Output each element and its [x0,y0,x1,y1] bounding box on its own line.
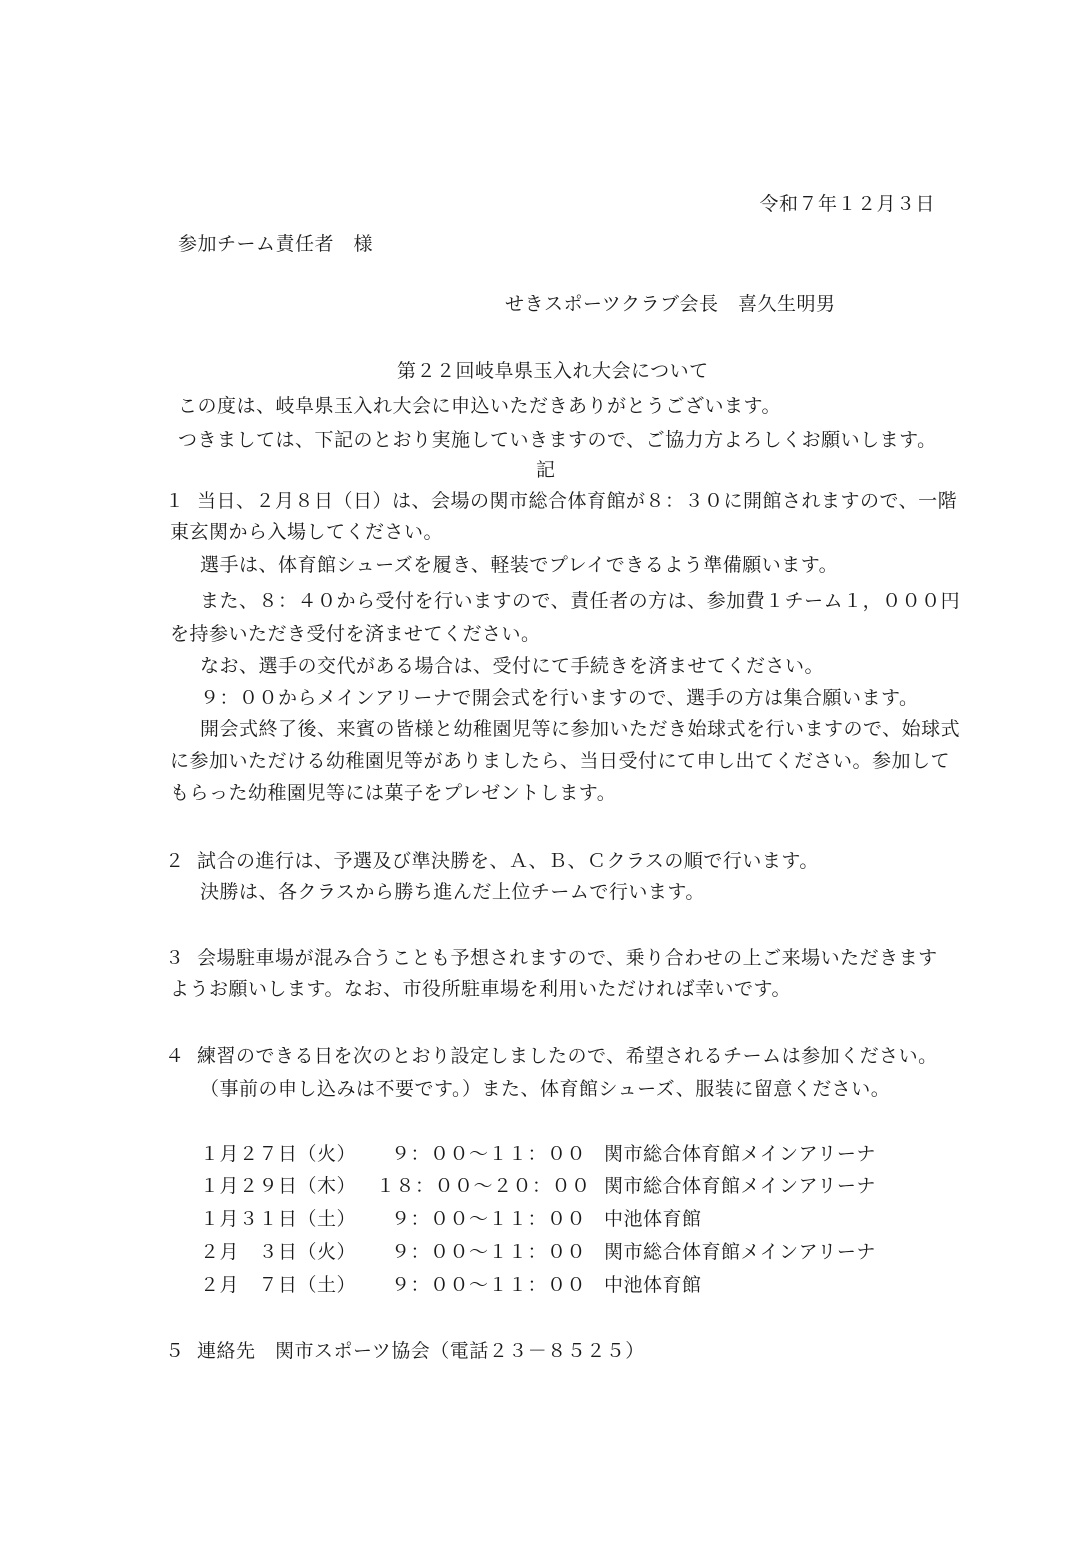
schedule-date: ２月 ７日（土） [200,1274,357,1296]
section-4-line-2: （事前の申し込みは不要です。）また、体育館シューズ、服装に留意ください。 [200,1078,891,1100]
section-3-line-1 [165,943,938,970]
section-5-number: ５ [165,1340,185,1362]
section-2-text-1: 試合の進行は、予選及び準決勝を、Ａ、Ｂ、Ｃクラスの順で行います。 [197,850,819,872]
section-2-line-2: 決勝は、各クラスから勝ち進んだ上位チームで行います。 [200,881,705,903]
schedule-time: ９：００～１１：００ [390,1241,586,1263]
section-1-line-5: を持参いただき受付を済ませてください。 [170,623,541,645]
section-1-line-9: に参加いただける幼稚園児等がありましたら、当日受付にて申し出てください。参加して [170,750,951,772]
sender: せきスポーツクラブ会長 喜久生明男 [505,293,836,315]
section-4-number: ４ [165,1045,185,1067]
section-2-line-1 [165,846,819,873]
section-1-line-1 [165,486,957,513]
schedule-place: 中池体育館 [604,1274,702,1296]
recipient: 参加チーム責任者 様 [178,233,374,255]
section-3-number: ３ [165,947,185,969]
contact-info: 連絡先 関市スポーツ協会（電話２３－８５２５） [197,1340,645,1362]
schedule-place: 関市総合体育館メインアリーナ [604,1175,876,1197]
intro-line-2: つきましては、下記のとおり実施していきますので、ご協力方よろしくお願いします。 [178,429,937,451]
schedule-place: 中池体育館 [604,1208,702,1230]
section-4-line-1 [165,1041,938,1068]
schedule-place: 関市総合体育館メインアリーナ [604,1143,876,1165]
intro-line-1: この度は、岐阜県玉入れ大会に申込いただきありがとうございます。 [178,395,781,417]
document-title: 第２２回岐阜県玉入れ大会について [397,360,709,382]
section-1-line-2: 東玄関から入場してください。 [170,521,444,543]
schedule-date: ２月 ３日（火） [200,1241,357,1263]
schedule-date: １月３１日（土） [200,1208,357,1230]
schedule-time: ９：００～１１：００ [390,1143,586,1165]
document-date: 令和７年１２月３日 [759,193,935,215]
section-1-number: １ [165,490,185,512]
section-1-text-1: 当日、２月８日（日）は、会場の関市総合体育館が８：３０に開館されますので、一階 [197,490,958,512]
section-1-line-10: もらった幼稚園児等には菓子をプレゼントします。 [170,782,617,804]
schedule-time: ９：００～１１：００ [390,1208,586,1230]
schedule-date: １月２９日（木） [200,1175,357,1197]
section-1-line-3: 選手は、体育館シューズを履き、軽装でプレイできるよう準備願います。 [200,554,839,576]
section-3-line-2: ようお願いします。なお、市役所駐車場を利用いただければ幸いです。 [170,978,791,1000]
section-4-text-1: 練習のできる日を次のとおり設定しましたので、希望されるチームは参加ください。 [197,1045,938,1067]
section-3-text-1: 会場駐車場が混み合うことも予想されますので、乗り合わせの上ご来場いただきます [197,947,938,969]
schedule-time: １８：００～２０：００ [376,1175,591,1197]
section-1-line-6: なお、選手の交代がある場合は、受付にて手続きを済ませてください。 [200,655,825,677]
schedule-place: 関市総合体育館メインアリーナ [604,1241,876,1263]
schedule-date: １月２７日（火） [200,1143,357,1165]
section-1-line-8: 開会式終了後、来賓の皆様と幼稚園児等に参加いただき始球式を行いますので、始球式 [200,718,961,740]
section-1-line-7: ９：００からメインアリーナで開会式を行いますので、選手の方は集合願います。 [200,687,919,709]
ki-heading: 記 [536,459,556,481]
section-5-line-1 [165,1336,645,1363]
section-2-number: ２ [165,850,185,872]
schedule-time: ９：００～１１：００ [390,1274,586,1296]
section-1-line-4: また、８：４０から受付を行いますので、責任者の方は、参加費１チーム１，０００円 [200,590,961,612]
